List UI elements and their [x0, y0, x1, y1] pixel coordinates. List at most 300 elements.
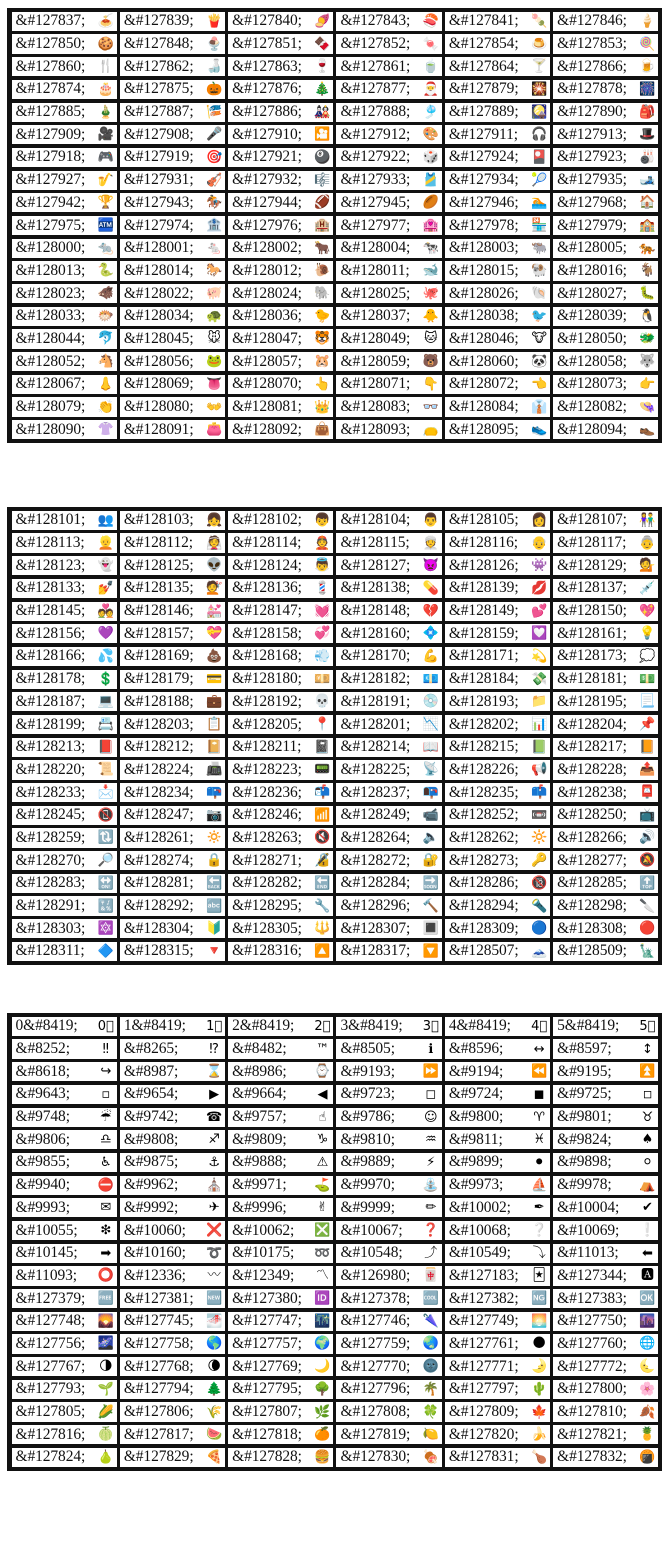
entity-code: &#128252; — [448, 806, 519, 824]
emoji-cell — [228, 352, 333, 371]
emoji-cell — [120, 420, 225, 439]
emoji-cell — [228, 511, 333, 530]
emoji-icon: 📋 — [205, 717, 223, 733]
entity-code: &#127810; — [557, 1403, 627, 1421]
entity-code: &#9193; — [340, 1062, 395, 1080]
emoji-icon: 🍣 — [422, 13, 439, 29]
emoji-icon: 🍶 — [205, 59, 223, 75]
emoji-icon: ⚫ — [533, 1154, 545, 1170]
emoji-icon: 🐡 — [97, 308, 114, 324]
emoji-cell — [553, 692, 658, 711]
emoji-cell — [445, 828, 550, 847]
entity-code: &#128236; — [232, 783, 302, 801]
entity-code: &#128136; — [232, 579, 302, 597]
emoji-icon: 🔤 — [205, 898, 223, 914]
emoji-icon: 🔽 — [422, 943, 439, 959]
emoji-cell — [445, 375, 550, 394]
emoji-cell — [228, 125, 333, 144]
entity-code: &#128095; — [448, 420, 519, 438]
emoji-cell — [120, 692, 225, 711]
emoji-icon: 🔙 — [205, 875, 223, 891]
emoji-cell — [12, 193, 117, 212]
entity-code: &#128105; — [448, 511, 519, 529]
emoji-icon: 🌎 — [205, 1336, 223, 1352]
emoji-cell — [553, 851, 658, 870]
entity-code: &#127843; — [340, 12, 411, 30]
entity-code: &#127931; — [123, 171, 194, 189]
emoji-cell — [336, 80, 441, 99]
emoji-cell — [12, 34, 117, 53]
emoji-cell — [12, 1244, 117, 1263]
entity-code: &#128067; — [15, 375, 86, 393]
emoji-icon: 🌆 — [639, 1313, 656, 1329]
table-row — [10, 146, 660, 169]
entity-code: &#128180; — [232, 670, 302, 688]
entity-code: &#127378; — [340, 1289, 411, 1307]
emoji-icon: 🐯 — [314, 331, 331, 347]
entity-code: &#128179; — [123, 670, 194, 688]
emoji-icon: 🍘 — [639, 1449, 656, 1465]
emoji-cell — [445, 919, 550, 938]
entity-code: &#128102; — [232, 511, 302, 529]
emoji-icon: 👻 — [97, 558, 114, 574]
emoji-cell — [445, 647, 550, 666]
emoji-icon: 4⃣ — [531, 1018, 548, 1034]
emoji-icon: 🍐 — [97, 1449, 114, 1465]
table-row — [10, 554, 660, 577]
emoji-icon: 👴 — [530, 535, 548, 551]
entity-code: &#127818; — [232, 1425, 302, 1443]
entity-code: &#127909; — [15, 125, 86, 143]
table-row — [10, 804, 660, 827]
table-row — [10, 645, 660, 668]
entity-code: &#9973; — [448, 1176, 504, 1194]
emoji-cell — [12, 1221, 117, 1240]
entity-code: &#9811; — [448, 1130, 503, 1148]
entity-code: &#128273; — [448, 851, 519, 869]
emoji-cell — [553, 397, 658, 416]
entity-code: &#8482; — [232, 1040, 287, 1058]
entity-code: &#128024; — [232, 284, 302, 302]
emoji-icon: ⛔ — [97, 1177, 114, 1193]
emoji-icon: ☎ — [205, 1109, 223, 1125]
table-row — [10, 1128, 660, 1151]
entity-code: &#128081; — [232, 398, 302, 416]
entity-code: &#10549; — [448, 1244, 511, 1262]
entity-code: &#127911; — [448, 125, 518, 143]
emoji-cell — [336, 579, 441, 598]
emoji-icon: 👔 — [530, 399, 548, 415]
emoji-cell — [12, 239, 117, 258]
entity-code: &#127885; — [15, 103, 86, 121]
emoji-cell — [336, 261, 441, 280]
entity-code: &#128156; — [15, 624, 86, 642]
entity-code: &#127863; — [232, 57, 302, 75]
emoji-icon: 🍂 — [639, 1404, 656, 1420]
emoji-icon: 🐏 — [530, 263, 548, 279]
table-row — [10, 373, 660, 396]
emoji-icon: 🍪 — [97, 36, 114, 52]
emoji-icon: 👲 — [314, 535, 331, 551]
emoji-cell — [12, 1176, 117, 1195]
emoji-icon: 🎯 — [205, 149, 223, 165]
emoji-icon: ⚪ — [642, 1154, 653, 1170]
entity-code: &#128315; — [123, 942, 194, 960]
emoji-icon: ☺ — [424, 1109, 438, 1125]
entity-code: &#9889; — [340, 1153, 395, 1171]
emoji-icon: 5⃣ — [639, 1018, 656, 1034]
emoji-icon: 💖 — [639, 603, 656, 619]
entity-code: &#128311; — [15, 942, 85, 960]
emoji-cell — [336, 919, 441, 938]
table-row — [10, 1310, 660, 1333]
emoji-cell — [553, 1289, 658, 1308]
emoji-cell — [336, 1017, 441, 1036]
emoji-icon: 👾 — [530, 558, 548, 574]
entity-code: &#127832; — [557, 1448, 627, 1466]
emoji-icon: 📉 — [422, 717, 439, 733]
emoji-icon: 🍫 — [314, 36, 331, 52]
emoji-cell — [12, 1312, 117, 1331]
emoji-cell — [553, 919, 658, 938]
entity-code: &#10068; — [448, 1221, 511, 1239]
emoji-cell — [228, 57, 333, 76]
emoji-cell — [445, 783, 550, 802]
emoji-icon: 💡 — [639, 626, 656, 642]
entity-code: &#127908; — [123, 125, 194, 143]
emoji-cell — [336, 602, 441, 621]
entity-code: &#128016; — [557, 261, 627, 279]
emoji-cell — [120, 103, 225, 122]
entity-code: &#127382; — [448, 1289, 519, 1307]
entity-code: &#128277; — [557, 851, 627, 869]
emoji-cell — [336, 1312, 441, 1331]
emoji-cell — [228, 1108, 333, 1127]
emoji-icon: 🎽 — [422, 172, 439, 188]
emoji-cell — [336, 738, 441, 757]
entity-code: &#127383; — [557, 1289, 627, 1307]
emoji-cell — [12, 284, 117, 303]
entity-code: &#127809; — [448, 1403, 519, 1421]
emoji-icon: 🔪 — [639, 898, 656, 914]
emoji-icon: ❕ — [639, 1223, 656, 1239]
emoji-cell — [336, 1448, 441, 1467]
entity-code: &#128058; — [557, 352, 627, 370]
emoji-cell — [445, 1244, 550, 1263]
entity-code: &#128004; — [340, 239, 411, 257]
entity-code: &#9940; — [15, 1176, 70, 1194]
emoji-cell — [120, 1334, 225, 1353]
emoji-icon: 👿 — [422, 558, 439, 574]
emoji-icon: 🆖 — [530, 1291, 548, 1307]
emoji-icon: 👱 — [97, 535, 114, 551]
emoji-cell — [120, 34, 225, 53]
emoji-cell — [336, 760, 441, 779]
entity-code: &#127820; — [448, 1425, 519, 1443]
table-row — [10, 872, 660, 895]
entity-code: &#128215; — [448, 738, 519, 756]
emoji-cell — [553, 284, 658, 303]
emoji-cell — [12, 1153, 117, 1172]
entity-code: &#128507; — [448, 942, 519, 960]
entity-code: &#127978; — [448, 216, 519, 234]
entity-code: &#127977; — [340, 216, 411, 234]
entity-code: &#128169; — [123, 647, 194, 665]
emoji-icon: 〽 — [315, 1268, 329, 1284]
entity-code: &#128038; — [448, 307, 519, 325]
entity-code: &#127747; — [232, 1312, 302, 1330]
table-row — [10, 691, 660, 714]
entity-code: &#127927; — [15, 171, 86, 189]
emoji-cell — [445, 12, 550, 31]
emoji-icon: 🍦 — [639, 13, 656, 29]
entity-code: &#127890; — [557, 103, 627, 121]
emoji-cell — [228, 1039, 333, 1058]
entity-code: &#128224; — [123, 760, 194, 778]
emoji-cell — [12, 760, 117, 779]
entity-code: &#128049; — [340, 329, 411, 347]
emoji-icon: 🍖 — [422, 1449, 439, 1465]
emoji-icon: 🏫 — [639, 218, 656, 234]
emoji-cell — [336, 828, 441, 847]
entity-code: &#127876; — [232, 80, 302, 98]
entity-code: &#128145; — [15, 602, 86, 620]
emoji-icon: 🍕 — [205, 1449, 223, 1465]
table-row — [10, 123, 660, 146]
entity-code: &#128272; — [340, 851, 411, 869]
entity-code: &#128220; — [15, 760, 86, 778]
emoji-cell — [553, 1402, 658, 1421]
table-row — [10, 1446, 660, 1469]
entity-code: &#128234; — [123, 783, 194, 801]
emoji-cell — [445, 533, 550, 552]
entity-code: &#128103; — [123, 511, 194, 529]
emoji-cell — [553, 1176, 658, 1195]
entity-code: &#9978; — [557, 1176, 612, 1194]
emoji-icon: 📇 — [97, 717, 114, 733]
table-row — [10, 895, 660, 918]
entity-code: &#128274; — [123, 851, 194, 869]
emoji-cell — [12, 420, 117, 439]
emoji-icon: ➿ — [314, 1245, 331, 1261]
entity-code: &#127794; — [123, 1380, 194, 1398]
emoji-cell — [228, 760, 333, 779]
entity-code: &#128166; — [15, 647, 86, 665]
emoji-cell — [553, 1266, 658, 1285]
entity-code: &#127877; — [340, 80, 411, 98]
entity-code: &#128238; — [557, 783, 627, 801]
entity-code: &#127183; — [448, 1266, 519, 1284]
emoji-cell — [120, 942, 225, 961]
emoji-icon: 🌿 — [314, 1404, 331, 1420]
emoji-icon: 💶 — [422, 671, 439, 687]
entity-code: &#127851; — [232, 35, 302, 53]
emoji-cell — [336, 1039, 441, 1058]
entity-code: &#128047; — [232, 329, 302, 347]
emoji-icon: 🍡 — [530, 13, 548, 29]
entity-code: &#128039; — [557, 307, 627, 325]
entity-code: &#128112; — [123, 534, 193, 552]
emoji-cell — [445, 1198, 550, 1217]
entity-code: &#128027; — [557, 284, 627, 302]
emoji-icon: ⚠ — [316, 1154, 329, 1170]
emoji-icon: 💿 — [422, 694, 439, 710]
entity-code: &#128304; — [123, 919, 194, 937]
emoji-cell — [336, 171, 441, 190]
emoji-cell — [228, 806, 333, 825]
emoji-icon: 🌙 — [314, 1359, 331, 1375]
emoji-icon: ◽ — [642, 1086, 653, 1102]
emoji-cell — [120, 874, 225, 893]
emoji-icon: 💭 — [639, 648, 656, 664]
emoji-icon: 🍉 — [205, 1427, 223, 1443]
emoji-icon: 💁 — [639, 558, 656, 574]
emoji-cell — [228, 80, 333, 99]
entity-code: &#10060; — [123, 1221, 186, 1239]
emoji-cell — [445, 511, 550, 530]
emoji-cell — [12, 556, 117, 575]
emoji-cell — [336, 647, 441, 666]
emoji-cell — [445, 307, 550, 326]
emoji-icon: ♐ — [208, 1132, 220, 1148]
emoji-cell — [445, 1130, 550, 1149]
emoji-icon: 📗 — [530, 739, 548, 755]
emoji-cell — [336, 1085, 441, 1104]
emoji-icon: ✈ — [208, 1200, 220, 1216]
entity-code: &#128159; — [448, 624, 519, 642]
emoji-icon: 👐 — [205, 399, 223, 415]
entity-code: &#127840; — [232, 12, 302, 30]
entity-code: &#9786; — [340, 1108, 395, 1126]
emoji-cell — [336, 692, 441, 711]
emoji-icon: 🎻 — [205, 172, 223, 188]
emoji-icon: 🎦 — [314, 127, 331, 143]
emoji-icon: 🗻 — [530, 943, 548, 959]
emoji-cell — [120, 1425, 225, 1444]
emoji-icon: ➡ — [100, 1245, 112, 1261]
entity-code: &#128187; — [15, 692, 86, 710]
emoji-icon: 🌅 — [530, 1313, 548, 1329]
entity-code: &#127886; — [232, 103, 302, 121]
emoji-icon: 🐂 — [314, 240, 331, 256]
emoji-cell — [336, 284, 441, 303]
entity-code: &#8505; — [340, 1040, 395, 1058]
entity-code: &#8987; — [123, 1062, 179, 1080]
emoji-icon: 💲 — [97, 671, 114, 687]
emoji-cell — [553, 647, 658, 666]
entity-code: &#128195; — [557, 692, 627, 710]
emoji-icon: 🔑 — [530, 853, 548, 869]
emoji-icon: 🌵 — [530, 1381, 548, 1397]
emoji-cell — [12, 1266, 117, 1285]
emoji-cell — [12, 874, 117, 893]
entity-code: &#128056; — [123, 352, 194, 370]
emoji-icon: 🐴 — [97, 354, 114, 370]
entity-code: &#127852; — [340, 35, 411, 53]
emoji-cell — [336, 1062, 441, 1081]
emoji-cell — [120, 511, 225, 530]
emoji-cell — [228, 239, 333, 258]
emoji-cell — [228, 624, 333, 643]
emoji-icon: 🐬 — [97, 331, 114, 347]
emoji-icon: 🐤 — [314, 308, 331, 324]
emoji-icon: 🔜 — [422, 875, 439, 891]
emoji-icon: 🎅 — [422, 81, 439, 97]
entity-code: &#128139; — [448, 579, 519, 597]
emoji-icon: 📢 — [530, 762, 548, 778]
entity-code: &#128298; — [557, 897, 627, 915]
emoji-cell — [120, 375, 225, 394]
entity-code: &#128149; — [448, 602, 519, 620]
emoji-icon: 🍺 — [639, 59, 656, 75]
entity-code: &#127746; — [340, 1312, 411, 1330]
emoji-cell — [553, 1198, 658, 1217]
emoji-cell — [12, 919, 117, 938]
emoji-icon: ♈ — [533, 1109, 545, 1125]
entity-code: &#128160; — [340, 624, 411, 642]
table-row — [10, 1378, 660, 1401]
emoji-cell — [228, 193, 333, 212]
entity-code: &#128001; — [123, 239, 194, 257]
entity-code: &#127756; — [15, 1334, 86, 1352]
emoji-cell — [553, 193, 658, 212]
emoji-cell — [120, 125, 225, 144]
emoji-cell — [228, 670, 333, 689]
entity-code: &#9992; — [123, 1198, 179, 1216]
entity-code: &#128168; — [232, 647, 302, 665]
emoji-cell — [120, 1312, 225, 1331]
entity-code: &#9742; — [123, 1108, 179, 1126]
emoji-cell — [120, 1039, 225, 1058]
emoji-icon: 🆓 — [97, 1291, 114, 1307]
entity-code: &#128295; — [232, 897, 302, 915]
emoji-icon: 💀 — [314, 694, 331, 710]
table-row — [10, 305, 660, 328]
table-row — [10, 600, 660, 623]
entity-code: &#9970; — [340, 1176, 395, 1194]
emoji-icon: 🍍 — [639, 1427, 656, 1443]
emoji-icon: 🐐 — [639, 263, 656, 279]
entity-code: &#128023; — [15, 284, 86, 302]
table-row — [10, 237, 660, 260]
entity-code: &#127913; — [557, 125, 627, 143]
emoji-icon: 🐼 — [530, 354, 548, 370]
emoji-icon: 🏆 — [97, 195, 114, 211]
emoji-icon: 📷 — [205, 807, 223, 823]
entity-code: &#128137; — [557, 579, 627, 597]
emoji-cell — [120, 624, 225, 643]
emoji-cell — [120, 329, 225, 348]
emoji-icon: ↔ — [533, 1041, 545, 1057]
entity-code: &#9971; — [232, 1176, 287, 1194]
emoji-cell — [120, 1266, 225, 1285]
emoji-cell — [336, 556, 441, 575]
emoji-cell — [228, 1425, 333, 1444]
emoji-cell — [445, 216, 550, 235]
emoji-icon: 👨 — [422, 512, 439, 528]
entity-code: &#127760; — [557, 1334, 627, 1352]
entity-code: &#128217; — [557, 738, 627, 756]
emoji-icon: 🔊 — [639, 830, 656, 846]
emoji-icon: 📌 — [639, 717, 656, 733]
entity-code: &#128057; — [232, 352, 302, 370]
emoji-icon: 📜 — [97, 762, 114, 778]
entity-code: &#10145; — [15, 1244, 78, 1262]
entity-code: &#127874; — [15, 80, 86, 98]
emoji-icon: ♿ — [100, 1154, 112, 1170]
entity-code: &#128150; — [557, 602, 627, 620]
entity-code: &#128284; — [340, 874, 411, 892]
